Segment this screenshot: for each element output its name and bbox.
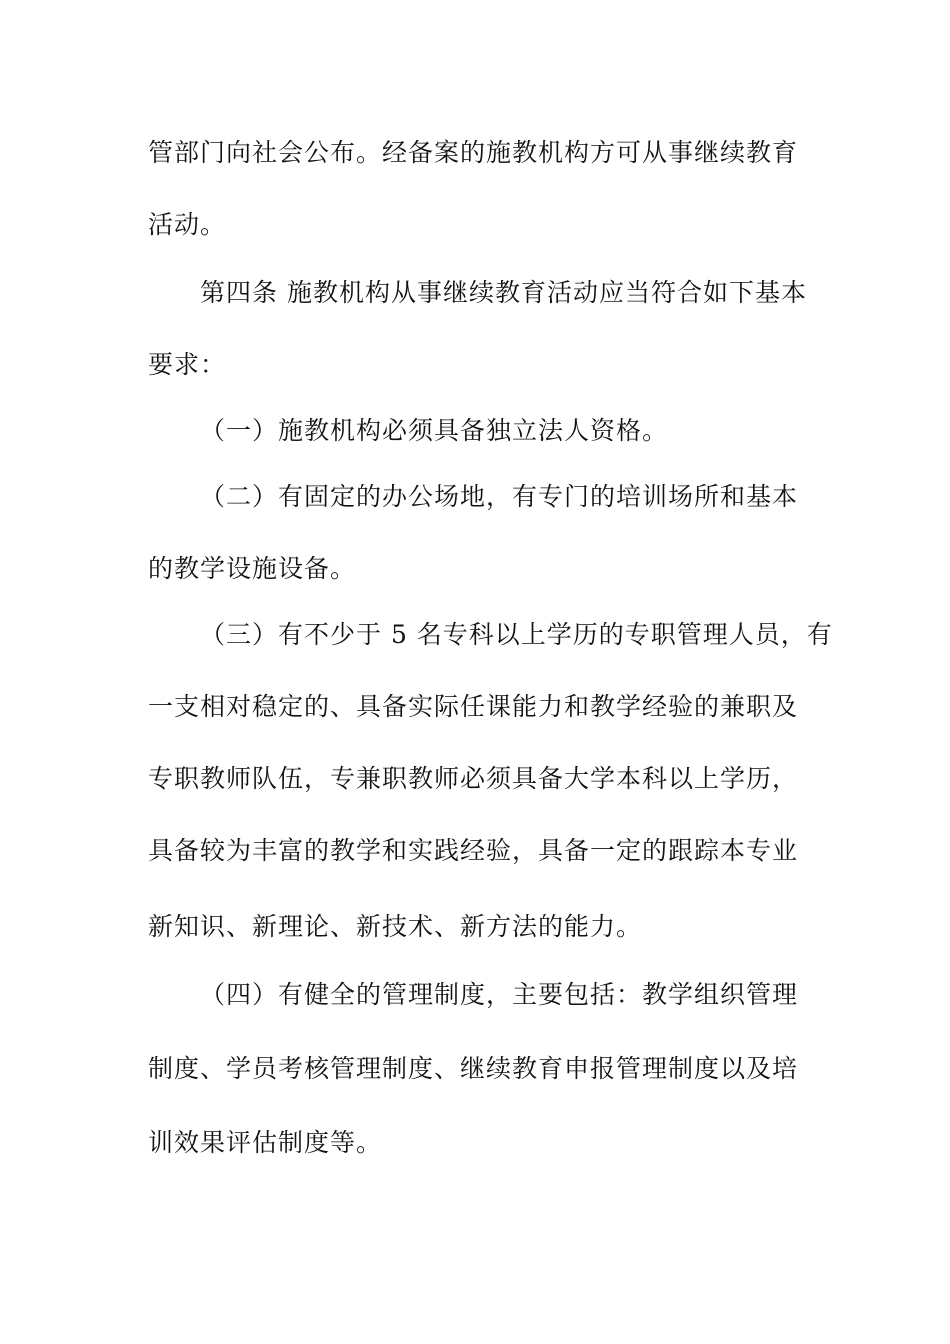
article-heading-4: 第四条 施教机构从事继续教育活动应当符合如下基本 xyxy=(200,278,807,307)
clause-4: （四）有健全的管理制度，主要包括：教学组织管理 xyxy=(200,980,799,1009)
clause-3: （三）有不少于 5 名专科以上学历的专职管理人员，有 xyxy=(200,620,833,649)
text-line-7: 的教学设施设备。 xyxy=(148,554,357,583)
text-line-9: 一支相对稳定的、具备实际任课能力和教学经验的兼职及 xyxy=(148,692,799,721)
text-line-15: 训效果评估制度等。 xyxy=(148,1128,383,1157)
clause-2: （二）有固定的办公场地，有专门的培训场所和基本 xyxy=(200,482,799,511)
clause-1: （一）施教机构必须具备独立法人资格。 xyxy=(200,416,669,445)
text-line-11: 具备较为丰富的教学和实践经验，具备一定的跟踪本专业 xyxy=(148,836,799,865)
text-line-14: 制度、学员考核管理制度、继续教育申报管理制度以及培 xyxy=(148,1054,799,1083)
text-line-2: 活动。 xyxy=(148,210,227,239)
text-line-12: 新知识、新理论、新技术、新方法的能力。 xyxy=(148,912,643,941)
text-line-1: 管部门向社会公布。经备案的施教机构方可从事继续教育 xyxy=(148,138,799,167)
text-line-10: 专职教师队伍，专兼职教师必须具备大学本科以上学历， xyxy=(148,764,799,793)
text-line-4: 要求： xyxy=(148,350,227,379)
